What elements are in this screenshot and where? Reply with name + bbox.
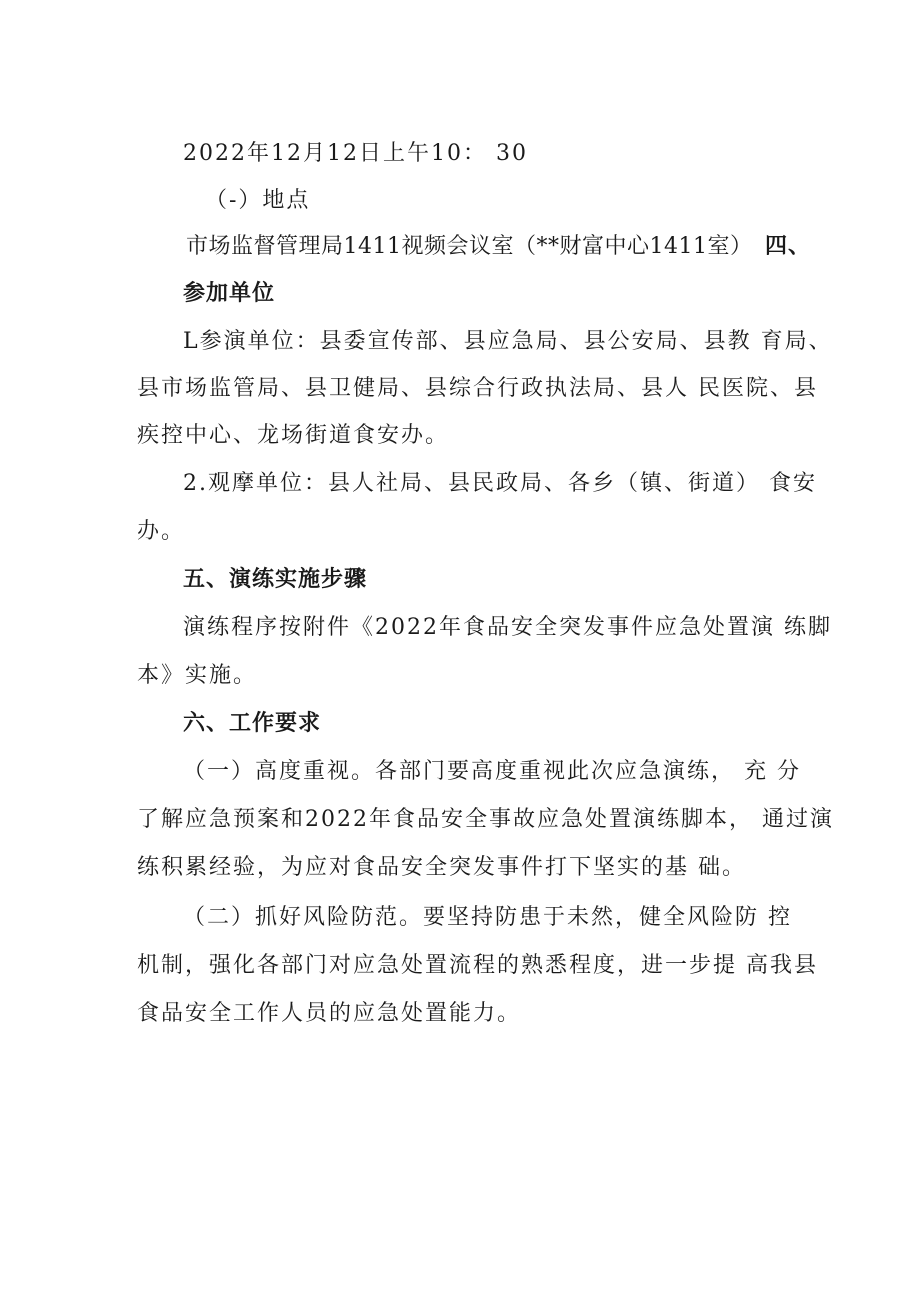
section-5-line-2: 本》实施。: [137, 663, 258, 688]
observers-line-1: 2.观摩单位：县人社局、县民政局、各乡（镇、街道） 食安: [183, 471, 817, 496]
requirement-2-line-3: 食品安全工作人员的应急处置能力。: [137, 1001, 522, 1026]
section-4-heading: 参加单位: [183, 281, 276, 306]
requirement-1-line-2: 了解应急预案和2022年食品安全事故应急处置演练脚本， 通过演: [137, 807, 834, 832]
section-5-line-1: 演练程序按附件《2022年食品安全突发事件应急处置演 练脚: [183, 615, 832, 640]
requirement-2-line-2: 机制，强化各部门对应急处置流程的熟悉程度，进一步提 高我县: [137, 953, 818, 978]
participants-line-2: 县市场监管局、县卫健局、县综合行政执法局、县人 民医院、县: [137, 376, 818, 401]
participants-line-3: 疾控中心、龙场街道食安办。: [137, 423, 450, 448]
location-heading: （-）地点: [205, 188, 311, 213]
section-4-number: 四、: [765, 234, 812, 259]
requirement-2-line-1: （二）抓好风险防范。要坚持防患于未然，健全风险防 控: [183, 905, 792, 930]
requirement-1-line-1: （一）高度重视。各部门要高度重视此次应急演练， 充 分: [183, 759, 801, 784]
participants-line-1: L参演单位：县委宣传部、县应急局、县公安局、县教 育局、: [183, 329, 833, 354]
section-5-heading: 五、演练实施步骤: [183, 567, 368, 592]
requirement-1-line-3: 练积累经验，为应对食品安全突发事件打下坚实的基 础。: [137, 855, 746, 880]
section-6-heading: 六、工作要求: [183, 711, 322, 736]
drill-time-text: 2022年12月12日上午10： 30: [183, 141, 528, 166]
observers-line-2: 办。: [137, 519, 186, 544]
location-text: 市场监督管理局1411视频会议室（**财富中心1411室）: [186, 234, 753, 259]
